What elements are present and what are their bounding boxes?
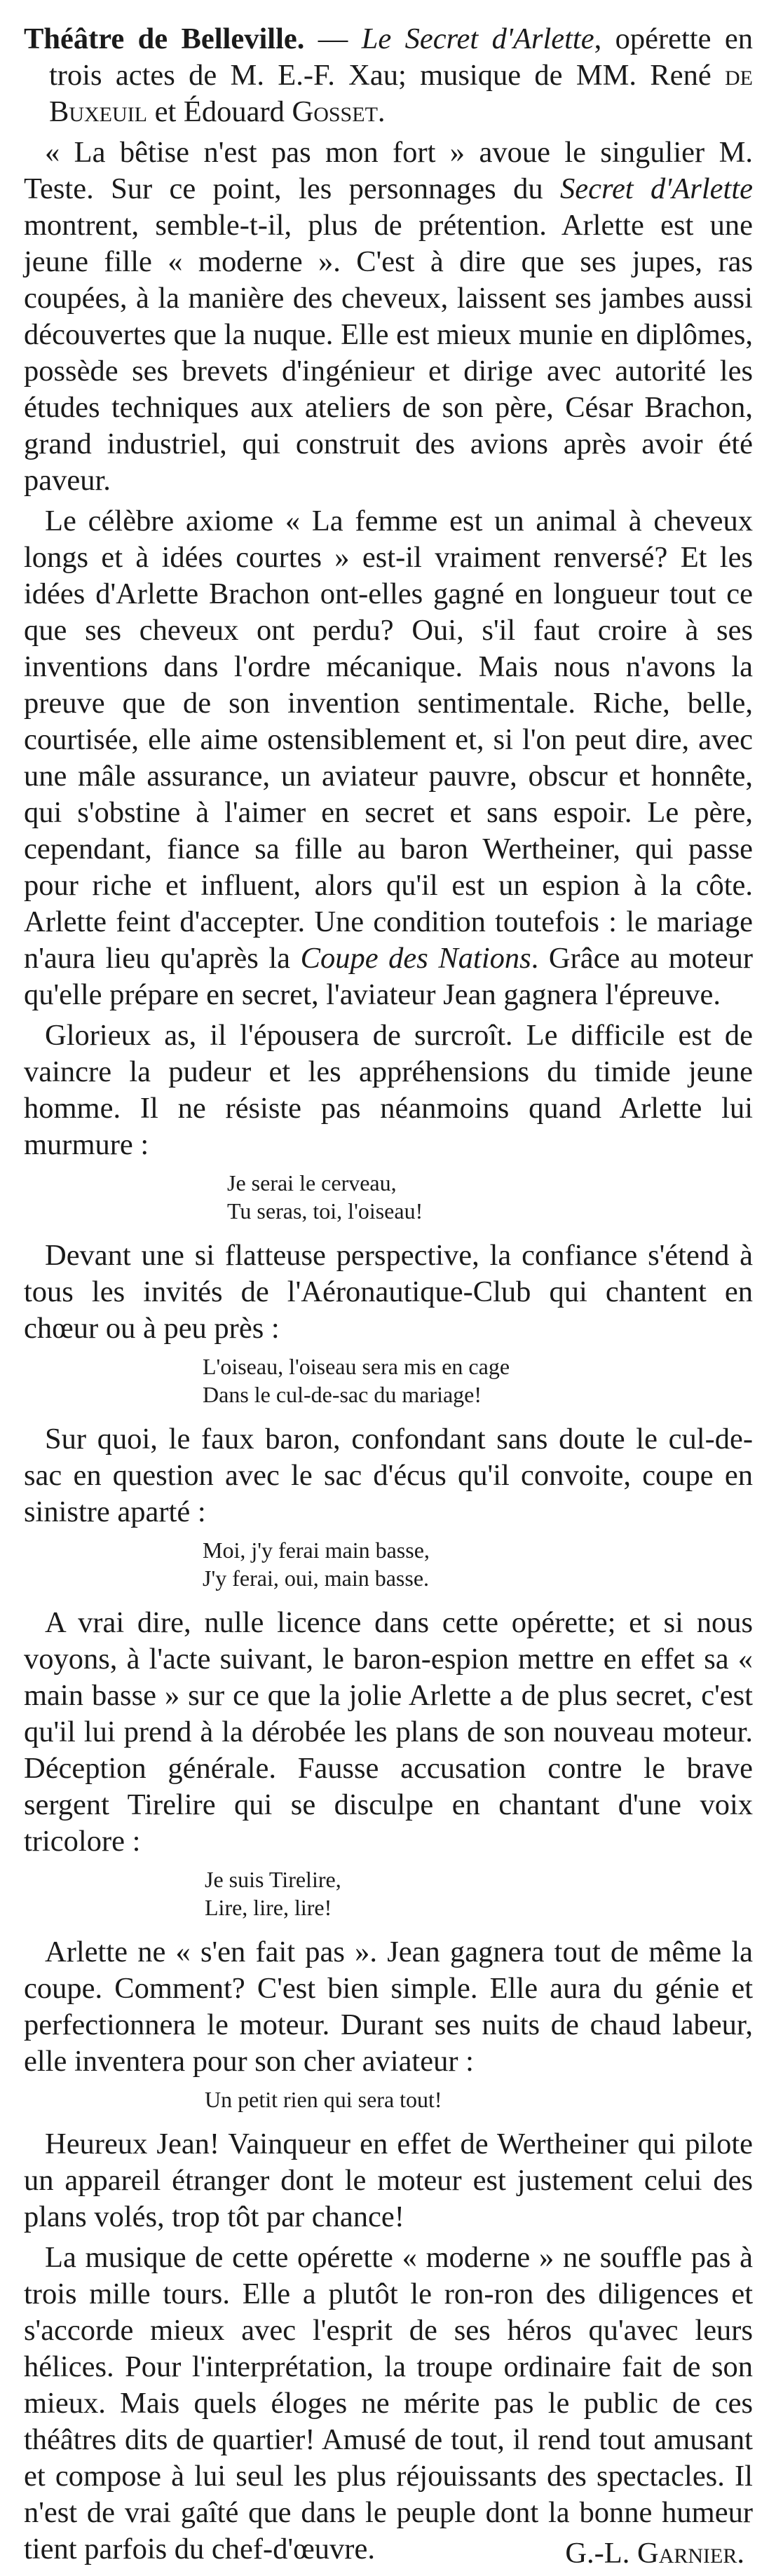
theatre-name: Théâtre de Belleville.: [24, 22, 305, 55]
verse-line: Moi, j'y ferai main basse,: [203, 1537, 430, 1563]
paragraph-2-title: Secret d'Arlette: [560, 172, 753, 205]
composer-name-2: Gosset: [292, 95, 378, 128]
paragraph-6: Sur quoi, le faux baron, confondant sans doute le cul-de-sac en question avec le sac d'écus qu'il convoite, coupe en sinistre aparté :: [24, 1423, 753, 1528]
verse-line: L'oiseau, l'oiseau sera mis en cage: [203, 1354, 510, 1379]
verse-3: [24, 1536, 753, 1592]
article: [24, 21, 753, 2576]
verse-line: Je serai le cerveau,: [227, 1170, 397, 1195]
verse-line: Un petit rien qui sera tout!: [205, 2087, 442, 2112]
heading-end: .: [377, 95, 386, 128]
paragraph-2: [24, 135, 753, 499]
composer-name-1: de Buxeuil: [49, 59, 753, 128]
verse-5: [24, 2085, 753, 2113]
paragraph-2-text-b: montrent, semble-t-il, plus de prétention. Arlette est une jeune fille « moderne ». C'est à dire que ses jupes, ras coupées, à la manière des cheveux, laissent ses jambes aussi découvertes que la nuque. Elle est mieux munie en diplômes, possède ses brevets d'ingénieur et dirige avec autorité les études techniques aux ateliers de son père, César Brachon, grand industriel, qui construit des avions après avoir été paveur.: [24, 209, 753, 497]
paragraph-5: Devant une si flatteuse perspective, la confiance s'étend à tous les invités de l'Aéronautique-Club qui chantent en chœur ou à peu près :: [24, 1239, 753, 1345]
review-heading-paragraph: [24, 21, 753, 130]
heading-and: et Édouard: [147, 95, 292, 128]
verse-line: J'y ferai, oui, main basse.: [203, 1566, 430, 1591]
verse-1: [24, 1169, 753, 1225]
paragraph-3: [24, 503, 753, 1013]
heading-dash: —: [304, 22, 362, 55]
paragraph-7: A vrai dire, nulle licence dans cette opérette; et si nous voyons, à l'acte suivant, le baron-espion mettre en effet sa « main basse » sur ce que la jolie Arlette a de plus secret, c'est qu'il lui prend à la dérobée les plans de son nouveau moteur. Déception générale. Fausse accusation contre le brave sergent Tirelire qui se disculpe en chantant d'une voix tricolore :: [24, 1606, 753, 1858]
paragraph-9: Heureux Jean! Vainqueur en effet de Wertheiner qui pilote un appareil étranger dont le moteur est justement celui des plans volés, trop tôt par chance!: [24, 2128, 753, 2233]
heading-details: , opérette en trois actes de M. E.-F. Xau; musique de MM. René: [49, 22, 753, 92]
paragraph-8: Arlette ne « s'en fait pas ». Jean gagnera tout de même la coupe. Comment? C'est bien simple. Elle aura du génie et perfectionnera le moteur. Durant ses nuits de chaud labeur, elle inventera pour son cher aviateur :: [24, 1936, 753, 2078]
verse-line: Dans le cul-de-sac du mariage!: [203, 1382, 482, 1407]
verse-4: [24, 1865, 753, 1921]
verse-line: Tu seras, toi, l'oiseau!: [227, 1198, 423, 1224]
author-signature: G.-L. Garnier.: [565, 2537, 744, 2570]
play-title: Le Secret d'Arlette: [361, 22, 594, 55]
coupe-title: Coupe des Nations: [300, 942, 531, 975]
paragraph-10: La musique de cette opérette « moderne » ne souffle pas à trois mille tours. Elle a plutôt le ron-ron des diligences et s'accorde mieux avec l'esprit de ses héros qu'avec leurs hélices. Pour l'interprétation, la troupe ordinaire fait de son mieux. Mais quels éloges ne mérite pas le public de ces théâtres dits de quartier! Amusé de tout, il rend tout amusant et compose à lui seul les plus réjouissants des spectacles. Il n'est de vrai gaîté que dans le peuple dont la bonne humeur tient parfois du chef-d'œuvre.: [24, 2241, 753, 2565]
paragraph-4: Glorieux as, il l'épousera de surcroît. Le difficile est de vaincre la pudeur et les appréhensions du timide jeune homme. Il ne résiste pas néanmoins quand Arlette lui murmure :: [24, 1019, 753, 1161]
verse-2: [24, 1352, 753, 1409]
paragraph-3-text: Le célèbre axiome « La femme est un animal à cheveux longs et à idées courtes » est-il vraiment renversé? Et les idées d'Arlette Brachon ont-elles gagné en longueur tout ce que ses cheveux ont perdu? Oui, s'il faut croire à ses inventions dans l'ordre mécanique. Mais nous n'avons la preuve que de son invention sentimentale. Riche, belle, courtisée, elle aime ostensiblement et, si l'on peut dire, avec une mâle assurance, un aviateur pauvre, obscur et honnête, qui s'obstine à l'aimer en secret et sans espoir. Le père, cependant, fiance sa fille au baron Wertheiner, qui passe pour riche et influent, alors qu'il est un espion à la côte. Arlette feint d'accepter. Une condition toutefois : le mariage n'aura lieu qu'après la: [24, 505, 753, 975]
verse-line: Lire, lire, lire!: [205, 1895, 332, 1920]
paragraph-3-end: . Grâce au moteur qu'elle prépare en secret, l'aviateur Jean gagnera l'épreuve.: [24, 942, 753, 1011]
verse-line: Je suis Tirelire,: [205, 1867, 341, 1892]
paragraph-2-text-a: « La bêtise n'est pas mon fort » avoue le singulier M. Teste. Sur ce point, les personnages du: [24, 136, 753, 205]
